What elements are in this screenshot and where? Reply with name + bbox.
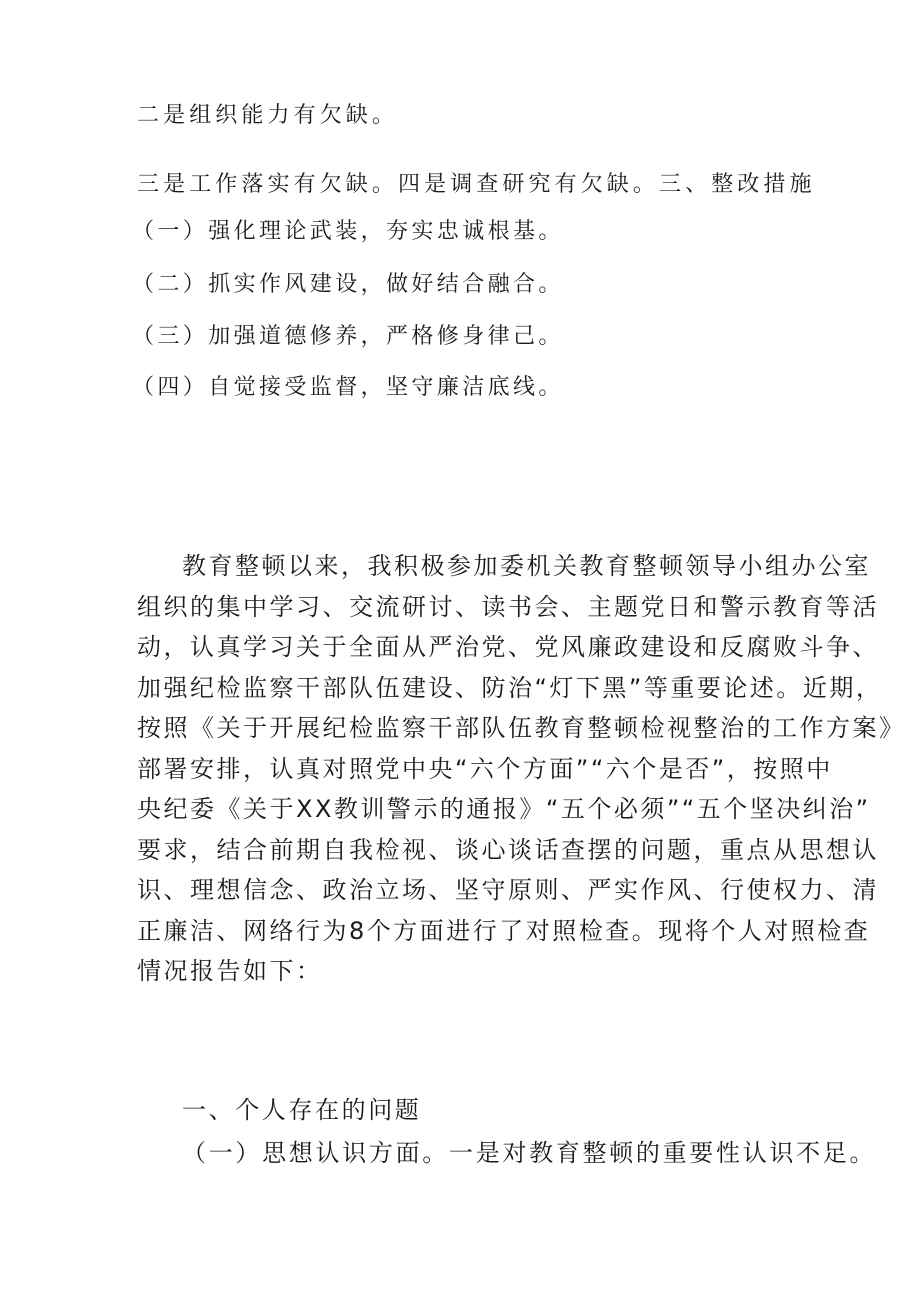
paragraph-line: 识、理想信念、政治立场、坚守原则、严实作风、行使权力、清 bbox=[137, 876, 879, 904]
paragraph-line: 组织的集中学习、交流研讨、读书会、主题党日和警示教育等活 bbox=[137, 592, 879, 621]
paragraph-line: 教育整顿以来，我积极参加委机关教育整顿领导小组办公室 bbox=[182, 552, 871, 580]
paragraph-line: 要求，结合前期自我检视、谈心谈话查摆的问题，重点从思想认 bbox=[137, 835, 879, 864]
paragraph-line: 加强纪检监察干部队伍建设、防治“灯下黑”等重要论述。近期， bbox=[137, 673, 883, 702]
text-line: 二是组织能力有欠缺。 bbox=[137, 103, 399, 128]
section-heading: 一、个人存在的问题 bbox=[182, 1096, 422, 1124]
body-paragraph bbox=[137, 546, 906, 992]
paragraph-line: 正廉洁、网络行为8个方面进行了对照检查。现将个人对照检查 bbox=[137, 916, 871, 945]
section-item: （一）思想认识方面。一是对教育整顿的重要性认识不足。 bbox=[182, 1139, 877, 1167]
measure-item: （二）抓实作风建设，做好结合融合。 bbox=[132, 272, 564, 297]
paragraph-line: 按照《关于开展纪检监察干部队伍教育整顿检视整治的工作方案》 bbox=[137, 714, 906, 742]
text-line: 三是工作落实有欠缺。四是调查研究有欠缺。三、整改措施 bbox=[137, 172, 816, 197]
measure-item: （一）强化理论武装，夯实忠诚根基。 bbox=[132, 219, 564, 244]
paragraph-line: 情况报告如下： bbox=[137, 957, 323, 985]
paragraph-line: 央纪委《关于XX教训警示的通报》“五个必须”“五个坚决纠治” bbox=[137, 795, 871, 823]
measure-item: （四）自觉接受监督，坚守廉洁底线。 bbox=[132, 375, 564, 400]
paragraph-line: 部署安排，认真对照党中央“六个方面”“六个是否”，按照中 bbox=[137, 754, 833, 783]
measure-item: （三）加强道德修养，严格修身律己。 bbox=[132, 324, 564, 349]
paragraph-line: 动，认真学习关于全面从严治党、党风廉政建设和反腐败斗争、 bbox=[137, 633, 879, 661]
